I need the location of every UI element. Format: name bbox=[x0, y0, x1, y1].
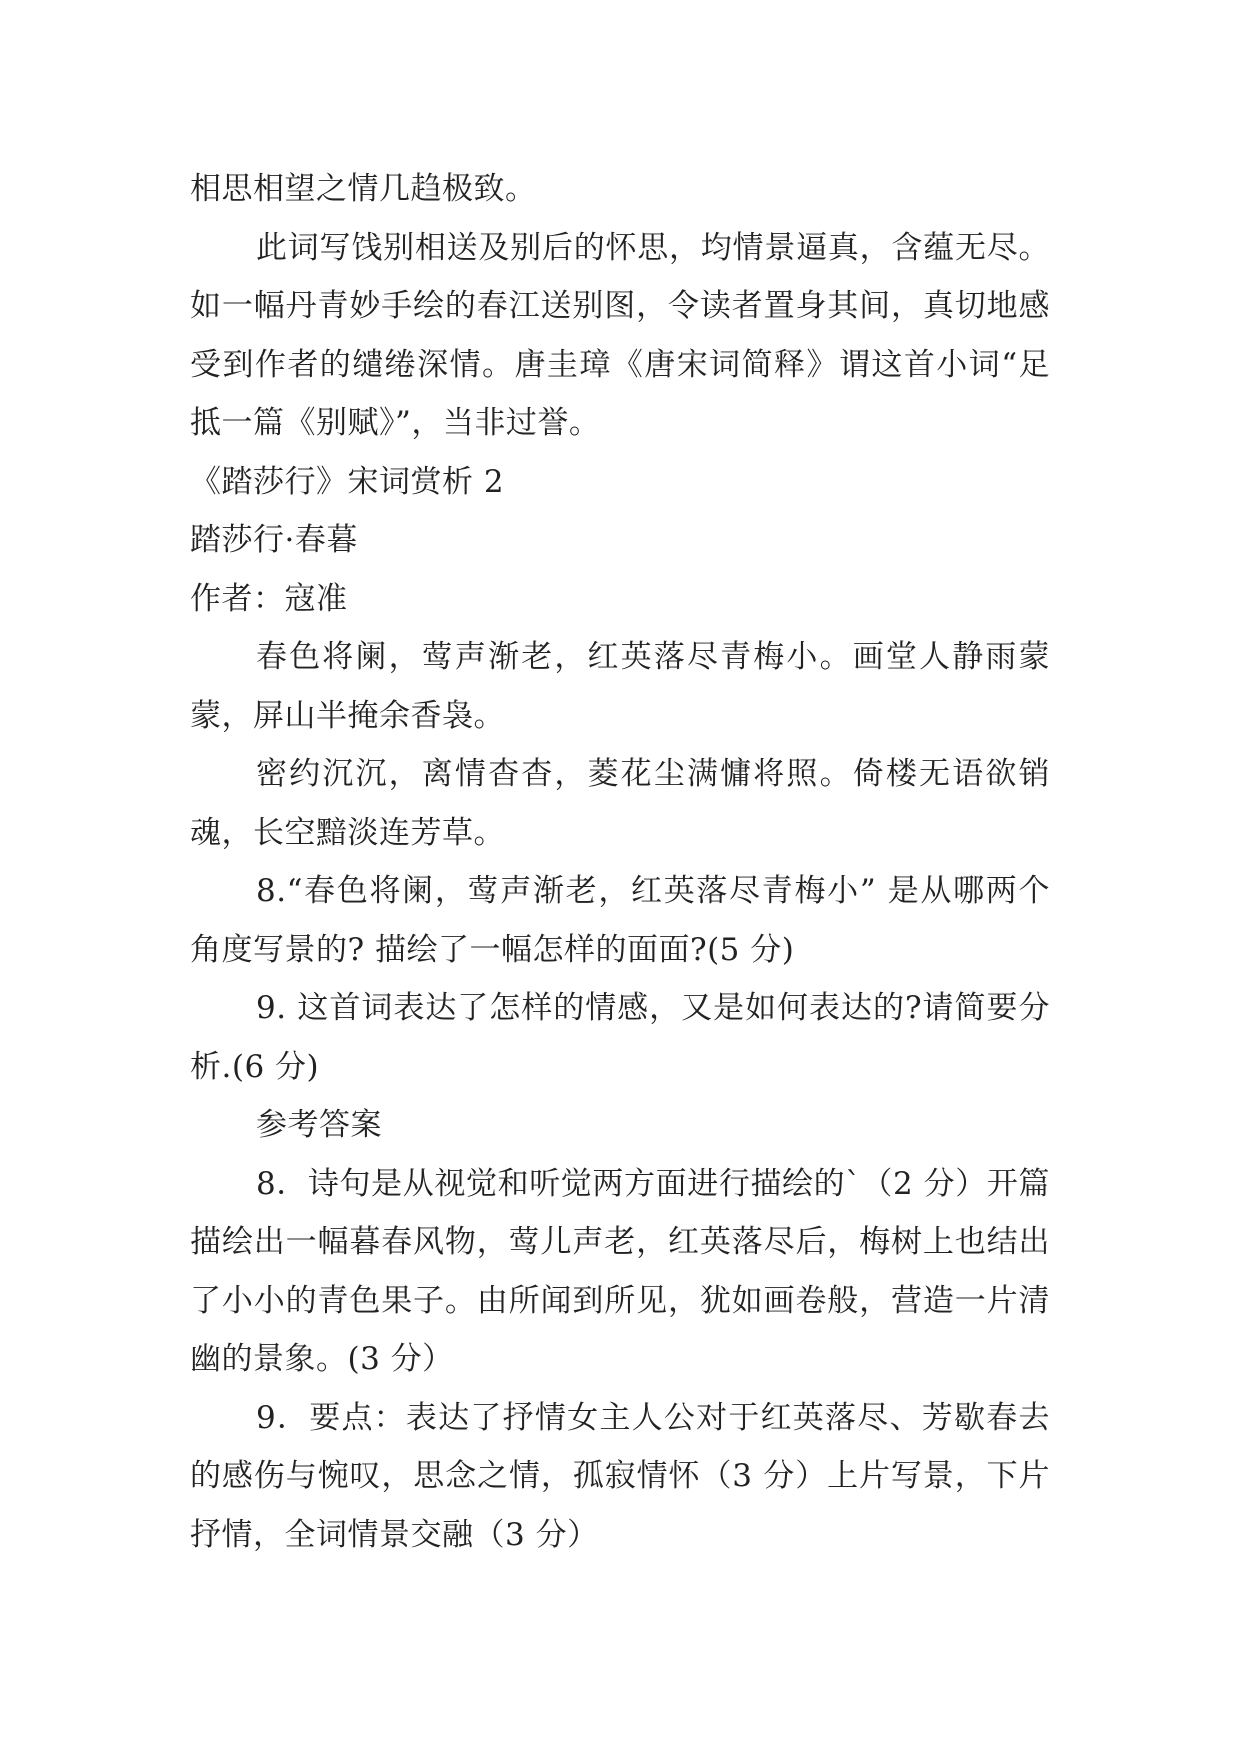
question-8: 8.“春色将阑，莺声渐老，红英落尽青梅小” 是从哪两个角度写景的? 描绘了一幅怎样的面面?(5 分) bbox=[190, 873, 1050, 968]
paragraph-continuation: 相思相望之情几趋极致。 bbox=[190, 171, 537, 207]
section-title: 《踏莎行》宋词赏析 2 bbox=[190, 463, 505, 500]
poem-author: 作者：寇准 bbox=[190, 580, 348, 617]
question-9: 9. 这首词表达了怎样的情感，又是如何表达的?请简要分析.(6 分) bbox=[190, 990, 1050, 1085]
answer-heading: 参考答案 bbox=[256, 1107, 382, 1143]
answer-9: 9．要点：表达了抒情女主人公对于红英落尽、芳歇春去的感伤与惋叹，思念之情，孤寂情怀（3 分）上片写景，下片抒情，全词情景交融（3 分） bbox=[190, 1399, 1050, 1553]
poem-stanza-2: 密约沉沉，离情杳杳，菱花尘满慵将照。倚楼无语欲销魂，长空黯淡连芳草。 bbox=[190, 756, 1050, 851]
paragraph-commentary: 此词写饯别相送及别后的怀思，均情景逼真，含蕴无尽。如一幅丹青妙手绘的春江送别图，令读者置身其间，真切地感受到作者的缱绻深情。唐圭璋《唐宋词简释》谓这首小词“足抵一篇《别赋》”，当非过誉。 bbox=[190, 229, 1050, 441]
answer-8: 8．诗句是从视觉和听觉两方面进行描绘的`（2 分）开篇描绘出一幅暮春风物，莺儿声老，红英落尽后，梅树上也结出了小小的青色果子。由所闻到所见，犹如画卷般，营造一片清幽的景象。(3 分） bbox=[190, 1165, 1050, 1377]
document-body bbox=[190, 160, 1050, 1564]
poem-title: 踏莎行·春暮 bbox=[190, 522, 358, 558]
poem-stanza-1: 春色将阑，莺声渐老，红英落尽青梅小。画堂人静雨蒙蒙，屏山半掩余香袅。 bbox=[190, 639, 1050, 734]
